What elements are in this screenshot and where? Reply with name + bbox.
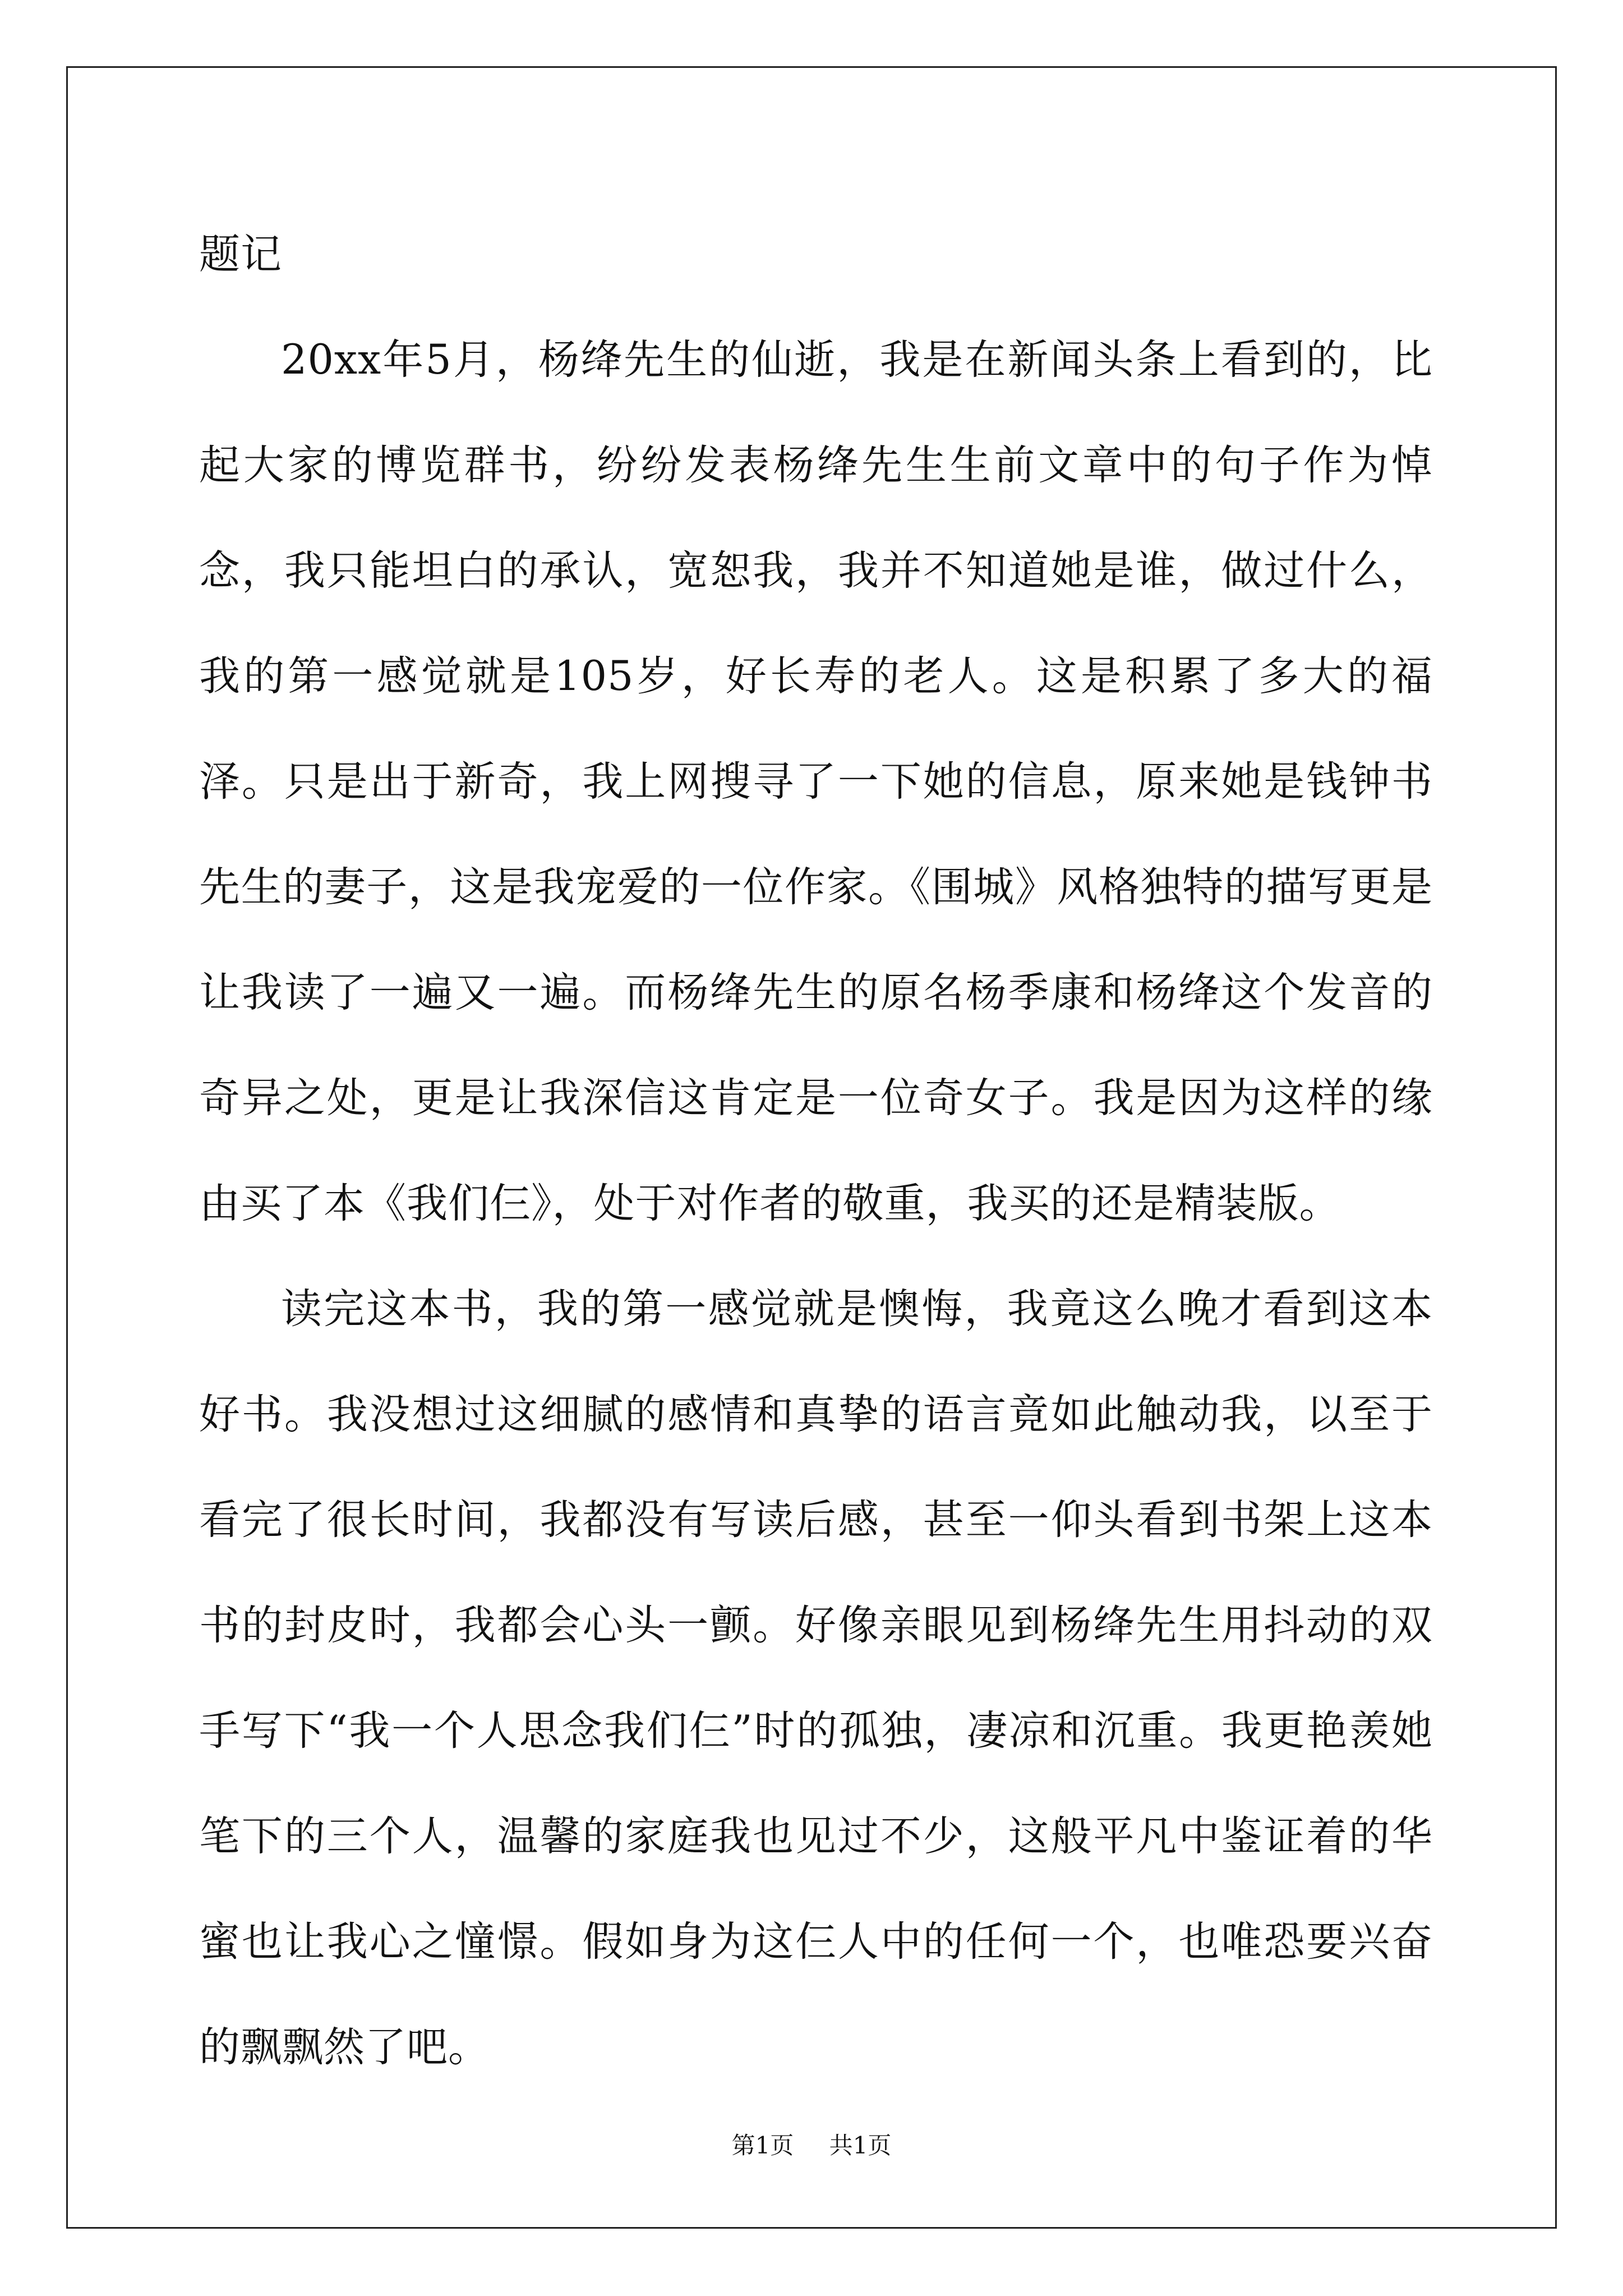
document-title: 题记 — [199, 231, 282, 278]
document-body — [199, 202, 1433, 2100]
page-footer — [0, 2129, 1623, 2162]
page-number: 第1页 — [731, 2132, 794, 2159]
paragraph-2: 读完这本书，我的第一感觉就是懊悔，我竟这么晚才看到这本好书。我没想过这细腻的感情和真挚的语言竟如此触动我，以至于看完了很长时间，我都没有写读后感，甚至一仰头看到书架上这本书的封皮时，我都会心头一颤。好像亲眼见到杨绛先生用抖动的双手写下“我一个人思念我们仨”时的孤独，凄凉和沉重。我更艳羡她笔下的三个人，温馨的家庭我也见过不少，这般平凡中鉴证着的华蜜也让我心之憧憬。假如身为这仨人中的任何一个，也唯恐要兴奋的飘飘然了吧。 — [199, 1285, 1433, 2071]
paragraph-1: 20xx年5月，杨绛先生的仙逝，我是在新闻头条上看到的，比起大家的博览群书，纷纷发表杨绛先生生前文章中的句子作为悼念，我只能坦白的承认，宽恕我，我并不知道她是谁，做过什么，我的第一感觉就是105岁，好长寿的老人。这是积累了多大的福泽。只是出于新奇，我上网搜寻了一下她的信息，原来她是钱钟书先生的妻子，这是我宠爱的一位作家。《围城》风格独特的描写更是让我读了一遍又一遍。而杨绛先生的原名杨季康和杨绛这个发音的奇异之处，更是让我深信这肯定是一位奇女子。我是因为这样的缘由买了本《我们仨》，处于对作者的敬重，我买的还是精装版。 — [199, 336, 1433, 1227]
page-total: 共1页 — [829, 2132, 892, 2159]
